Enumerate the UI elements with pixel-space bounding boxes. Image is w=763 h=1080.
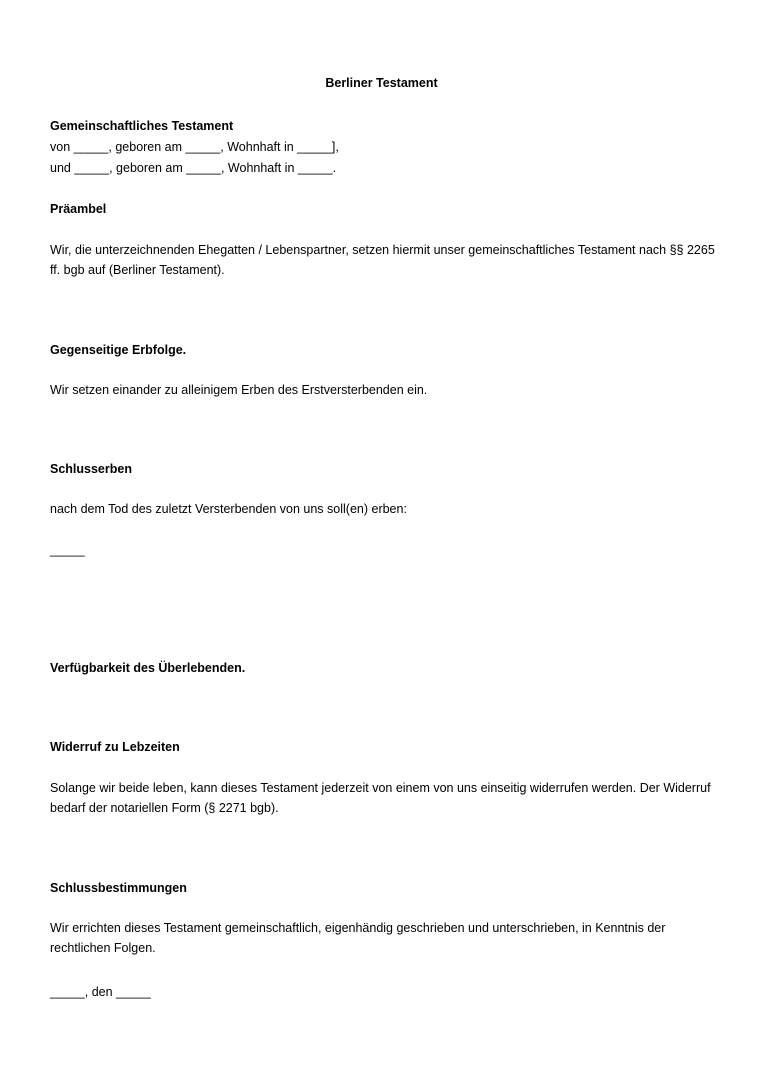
schlusserben-text: nach dem Tod des zuletzt Versterbenden von uns soll(en) erben: — [50, 502, 407, 516]
intro-heading: Gemeinschaftliches Testament — [50, 119, 234, 133]
schlusserben-heading: Schlusserben — [50, 462, 132, 476]
widerruf-text: Solange wir beide leben, kann dieses Testament jederzeit von einem von uns einseitig widerrufen werden. Der Widerruf bedarf der notariellen Form (§ 2271 bgb). — [50, 781, 711, 815]
schlussbestimmungen-heading: Schlussbestimmungen — [50, 881, 187, 895]
schlusserben-blank: _____ — [50, 543, 85, 557]
erbfolge-text: Wir setzen einander zu alleinigem Erben des Erstversterbenden ein. — [50, 383, 428, 397]
widerruf-heading: Widerruf zu Lebzeiten — [50, 740, 180, 754]
document-title: Berliner Testament — [325, 76, 438, 90]
praeambel-heading: Präambel — [50, 202, 107, 216]
erbfolge-heading: Gegenseitige Erbfolge. — [50, 343, 187, 357]
schlussbestimmungen-text: Wir errichten dieses Testament gemeinschaftlich, eigenhändig geschrieben und unterschrieben, in Kenntnis der rechtlichen Folgen. — [50, 921, 666, 955]
intro-line-1: von _____, geboren am _____, Wohnhaft in _____], — [50, 140, 339, 154]
verfuegbarkeit-heading: Verfügbarkeit des Überlebenden. — [50, 661, 246, 675]
place-date-line: _____, den _____ — [50, 985, 151, 999]
intro-line-2: und _____, geboren am _____, Wohnhaft in _____. — [50, 161, 337, 175]
praeambel-text: Wir, die unterzeichnenden Ehegatten / Lebenspartner, setzen hiermit unser gemeinschaftliches Testament nach §§ 2265 ff. bgb auf (Berliner Testament). — [50, 243, 715, 277]
